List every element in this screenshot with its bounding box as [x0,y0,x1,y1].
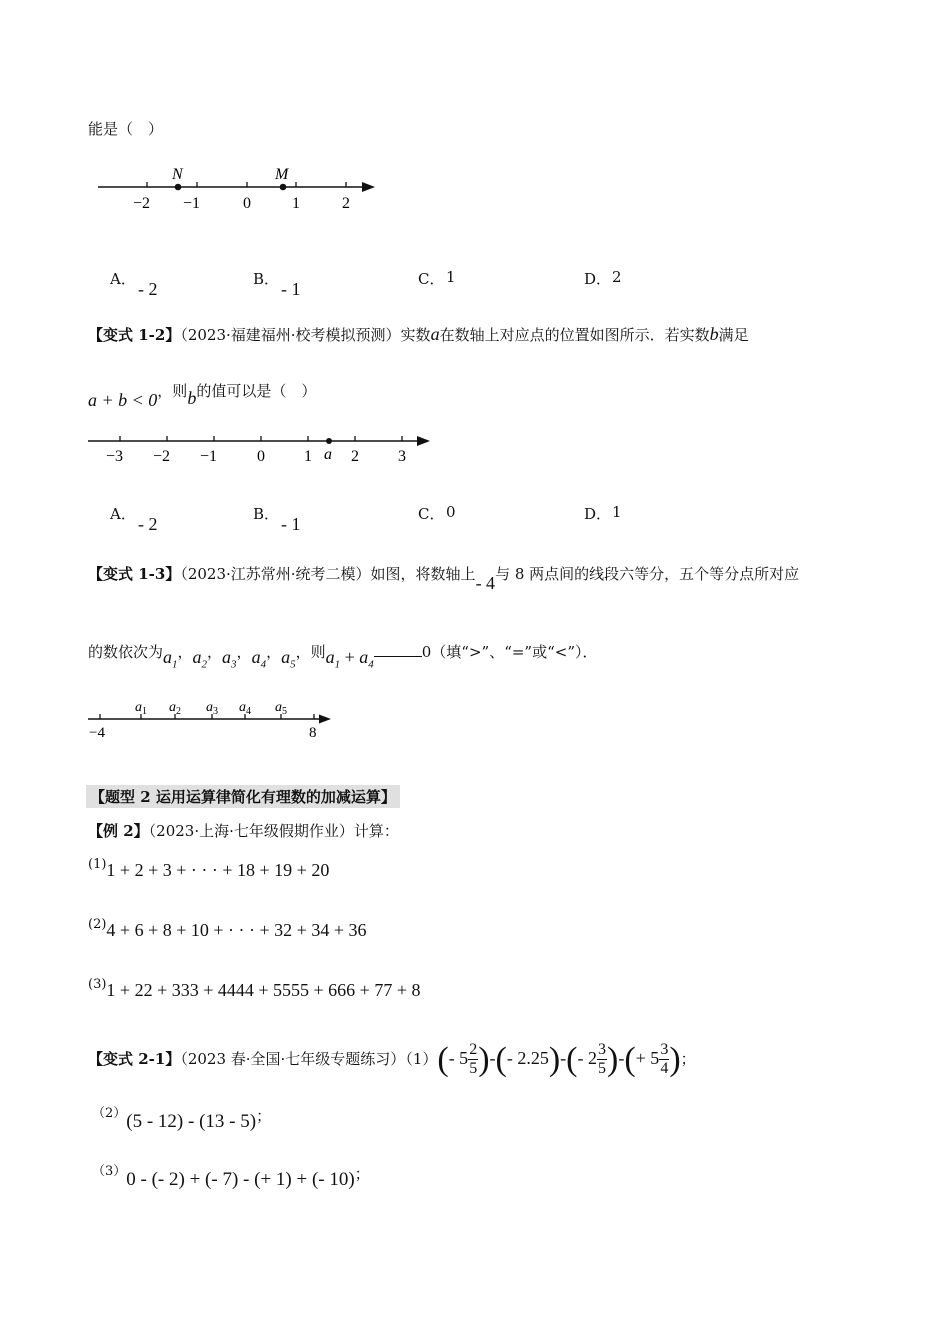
question-1-3-line2: 的数依次为$a_1$，$a_2$，$a_3$，$a_4$，$a_5$，则$a_1 + a_40$（填“>”、“=”或“<”）． [88,643,598,671]
option-a[interactable]: A． [110,270,136,288]
expression-2: (5 - 12) - (13 - 5) [126,1111,257,1132]
neg-four: - 4 [475,573,496,593]
question-label: 【变式 2-1】 [88,1050,181,1068]
question-2-1-part2: （2）(5 - 12) - (13 - 5)； [92,1106,272,1132]
tick-label: 1 [292,195,300,212]
tick-label: −2 [133,195,151,212]
var-a4: $a_4$ [251,647,267,671]
option-a[interactable]: A． [110,505,136,523]
option-d-value: 2 [612,268,622,286]
number-line-1 [90,160,390,220]
question-1-2-line2 [88,380,317,410]
option-d[interactable]: D． [584,270,612,288]
label-a4: $a_4$ [239,700,251,717]
question-label: 【变式 1-2】 [88,326,181,344]
var-a3: $a_3$ [222,647,237,671]
tick-label: −4 [89,725,105,741]
item-expression: 4 + 6 + 8 + 10 + · · · + 32 + 34 + 36 [106,920,367,940]
tick-label: 1 [304,448,312,465]
question-text: 的值可以是（ ） [196,382,317,400]
question-text: ，则 [157,382,188,400]
example-source: （2023·上海·七年级假期作业）计算： [148,822,399,840]
number-line-2 [84,425,444,470]
part-number: （1） [405,1050,438,1068]
question-2-1-part3: （3）0 - (- 2) + (- 7) - (+ 1) + (- 10)； [92,1164,370,1190]
question-text: 实数 [400,326,431,344]
expression-3: 0 - (- 2) + (- 7) - (+ 1) + (- 10) [126,1169,355,1190]
question-2-1: 【变式 2-1】（2023 春·全国·七年级专题练习）（1）(- 5 $\frac{2}{5}$ )-(- 2.25)-(- 2 $\frac{3}{5}$ )-(+ 5 $\frac{3}{4}$ )； [88,1040,696,1078]
item-expression: 1 + 2 + 3 + · · · + 18 + 19 + 20 [106,860,330,880]
option-b-value: - 1 [281,279,301,299]
tick-label: 8 [309,725,317,741]
tick-label: 2 [351,448,359,465]
question-text: 在数轴上对应点的位置如图所示．若实数 [439,326,710,344]
label-a2: $a_2$ [169,700,181,717]
example-item-2 [88,917,367,941]
label-a3: $a_3$ [206,700,218,717]
condition-expr: a + b < 0 [88,390,158,410]
question-text: 的数依次为 [88,643,164,661]
tick-label: −3 [106,448,124,465]
tick-label: 2 [342,195,350,212]
var-b: b [187,388,197,408]
option-b[interactable]: B． [253,505,280,523]
question-source: （2023·福建福州·校考模拟预测） [180,326,401,344]
question-1-3 [88,563,800,593]
point-a [326,438,332,444]
section-heading: 【题型 2 运用运算律简化有理数的加减运算】 [86,785,400,808]
sum-expr: $a_1 + a_4$ [325,647,374,671]
var-a: a [430,324,440,344]
question-source: （2023 春·全国·七年级专题练习） [180,1050,406,1068]
label-a1: $a_1$ [135,700,147,717]
point-n [175,184,182,191]
var-a1: $a_1$ [163,647,178,671]
tick-label: −2 [153,448,171,465]
question-tail: 能是（ ） [88,120,164,138]
var-a5: $a_5$ [281,647,296,671]
point-m [280,184,287,191]
number-line-3 [84,695,344,743]
option-b[interactable]: B． [253,270,280,288]
tick-label: 0 [243,195,251,212]
var-b: b [709,324,719,344]
example-item-3 [88,977,421,1001]
item-number: (1) [88,857,107,872]
option-c-value: 0 [446,503,456,521]
expression-1: (- 5 $\frac{2}{5}$ )-(- 2.25)-(- 2 $\frac{3}{5}$ )-(+ 5 $\frac{3}{4}$ ) [437,1040,681,1078]
question-text: 满足 [718,326,749,344]
option-a-value: - 2 [138,514,158,534]
option-d[interactable]: D． [584,505,612,523]
label-m: M [275,166,289,183]
tick-label: 0 [257,448,265,465]
item-number: (2) [88,917,107,932]
option-d-value: 1 [612,503,622,521]
question-text: 0（填“>”、“=”或“<”）． [421,643,598,661]
example-2 [88,820,399,841]
item-expression: 1 + 22 + 333 + 4444 + 5555 + 666 + 77 + 8 [106,980,421,1000]
tick-label: −1 [200,448,218,465]
label-a5: $a_5$ [275,700,287,717]
item-number: (3) [88,977,107,992]
option-a-value: - 2 [138,279,158,299]
tick-label: 3 [398,448,406,465]
option-c[interactable]: C． [418,270,445,288]
example-label: 【例 2】 [88,822,149,840]
tick-label: −1 [183,195,201,212]
question-text: 与 8 两点间的线段六等分，五个等分点所对应 [495,565,800,583]
part-number: （2） [92,1106,127,1121]
answer-blank[interactable] [374,642,422,657]
point-label-a: a [324,446,332,463]
question-text: 如图，将数轴上 [370,565,476,583]
question-source: （2023·江苏常州·统考二模） [180,565,371,583]
part-number: （3） [92,1164,127,1179]
label-n: N [172,166,183,183]
option-c[interactable]: C． [418,505,445,523]
question-1-2 [88,324,749,345]
var-a2: $a_2$ [192,647,208,671]
option-c-value: 1 [446,268,456,286]
example-item-1 [88,857,330,881]
question-label: 【变式 1-3】 [88,565,181,583]
option-b-value: - 1 [281,514,301,534]
